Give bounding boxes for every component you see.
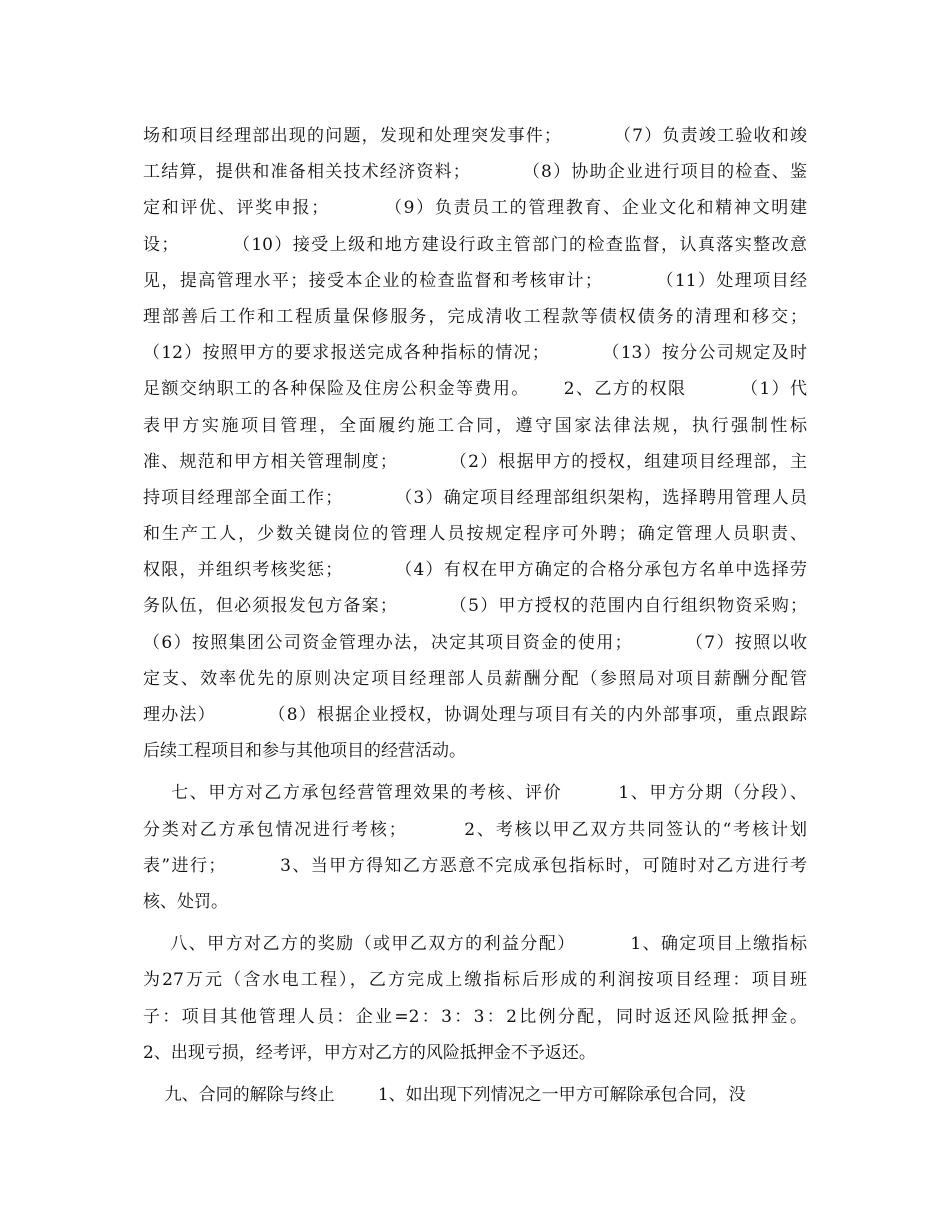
text-line: 理部善后工作和工程质量保修服务，完成清收工程款等债权债务的清理和移交； (143, 306, 807, 327)
text-line: （12）按照甲方的要求报送完成各种指标的情况； （13）按分公司规定及时 (143, 343, 807, 364)
text-line: 2、出现亏损，经考评，甲方对乙方的风险抵押金不予返还。 (143, 1042, 596, 1063)
text-line: 设； （10）接受上级和地方建设行政主管部门的检查监督，认真落实整改意 (143, 234, 807, 255)
text-line: 权限，并组织考核奖惩； （4）有权在甲方确定的合格分承包方名单中选择劳 (143, 560, 807, 581)
text-line: 足额交纳职工的各种保险及住房公积金等费用。 2、乙方的权限 （1）代 (143, 379, 807, 400)
text-line: 持项目经理部全面工作； （3）确定项目经理部组织架构，选择聘用管理人员 (143, 487, 807, 508)
text-line: 定和评优、评奖申报； （9）负责员工的管理教育、企业文化和精神文明建 (143, 198, 807, 219)
text-line: 子：项目其他管理人员：企业=2：3：3：2比例分配，同时返还风险抵押金。 (143, 1006, 807, 1027)
text-line: 为27万元（含水电工程），乙方完成上缴指标后形成的利润按项目经理：项目班 (143, 970, 807, 991)
text-line: （6）按照集团公司资金管理办法，决定其项目资金的使用； （7）按照以收 (143, 632, 807, 653)
text-line: 核、处罚。 (143, 891, 228, 912)
paragraph (143, 926, 807, 1071)
text-line: 后续工程项目和参与其他项目的经营活动。 (143, 741, 466, 762)
text-line: 定支、效率优先的原则决定项目经理部人员薪酬分配（参照局对项目薪酬分配管 (143, 668, 807, 689)
text-line: 表甲方实施项目管理，全面履约施工合同，遵守国家法律法规，执行强制性标 (143, 415, 807, 436)
text-line: 九、合同的解除与终止 1、如出现下列情况之一甲方可解除承包合同，没 (143, 1084, 746, 1105)
text-line: 七、甲方对乙方承包经营管理效果的考核、评价 1、甲方分期（分段）、 (143, 783, 807, 804)
text-line: 务队伍，但必须报发包方备案； （5）甲方授权的范围内自行组织物资采购； (143, 596, 807, 617)
paragraph (143, 1077, 807, 1113)
text-line: 表”进行； 3、当甲方得知乙方恶意不完成承包指标时，可随时对乙方进行考 (143, 855, 807, 876)
paragraph (143, 118, 807, 769)
text-line: 准、规范和甲方相关管理制度； （2）根据甲方的授权，组建项目经理部，主 (143, 451, 807, 472)
paragraph (143, 775, 807, 920)
text-line: 工结算，提供和准备相关技术经济资料； （8）协助企业进行项目的检查、鉴 (143, 162, 807, 183)
text-line: 和生产工人，少数关键岗位的管理人员按规定程序可外聘；确定管理人员职责、 (143, 524, 807, 545)
text-line: 理办法） （8）根据企业授权，协调处理与项目有关的内外部事项，重点跟踪 (143, 705, 807, 725)
text-line: 分类对乙方承包情况进行考核； 2、考核以甲乙双方共同签认的“考核计划 (143, 819, 807, 840)
body-text (143, 118, 807, 1113)
text-line: 见，提高管理水平；接受本企业的检查监督和考核审计； （11）处理项目经 (143, 270, 807, 291)
text-line: 八、甲方对乙方的奖励（或甲乙双方的利益分配） 1、确定项目上缴指标 (143, 934, 807, 955)
text-line: 场和项目经理部出现的问题，发现和处理突发事件； （7）负责竣工验收和竣 (143, 126, 807, 146)
